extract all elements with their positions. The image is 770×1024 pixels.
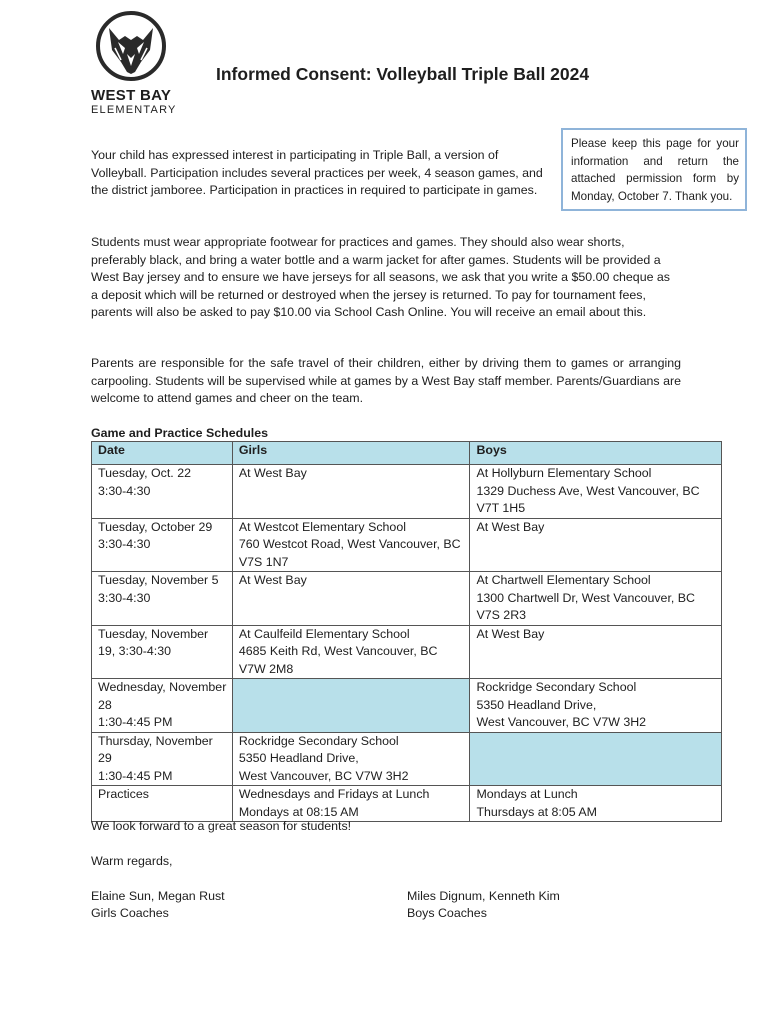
date-cell-line: 1:30-4:45 PM xyxy=(98,768,173,783)
cell-date xyxy=(92,786,233,822)
cell-date xyxy=(92,572,233,626)
closing-line: We look forward to a great season for students! xyxy=(91,819,352,833)
girls-cell-line: Wednesdays and Fridays at Lunch xyxy=(238,787,430,801)
date-cell-line: Wednesday, November 28 xyxy=(98,680,227,712)
equipment-paragraph: Students must wear appropriate footwear for practices and games. They should also wear shorts, preferably black, and bring a water bottle and a warm jacket for after games. Students will be provided a West Bay jersey and to ensure we have jerseys for all seasons, we ask that you write a $50.00 cheque as a deposit which will be returned or destroyed when the jersey is returned. To pay for tournament fees, parents will also be asked to pay $10.00 via School Cash Online. You will receive an email about this. xyxy=(91,235,671,319)
schedule-table xyxy=(91,441,722,822)
header-girls: Girls xyxy=(232,442,470,465)
boys-coaches-names: Miles Dignum, Kenneth Kim xyxy=(407,889,560,903)
cell-date xyxy=(92,465,233,519)
cell-girls xyxy=(232,679,470,733)
girls-cell-line: West Vancouver, BC V7W 3H2 xyxy=(238,768,409,783)
cell-girls xyxy=(232,786,470,822)
schedule-title: Game and Practice Schedules xyxy=(91,426,268,440)
cell-girls xyxy=(232,465,470,519)
cell-date xyxy=(92,679,233,733)
girls-coaches-names: Elaine Sun, Megan Rust xyxy=(91,889,225,903)
cell-boys xyxy=(470,679,722,733)
header-boys: Boys xyxy=(470,442,722,465)
girls-cell-line: At West Bay xyxy=(238,573,307,587)
boys-cell-line: At Chartwell Elementary School xyxy=(476,573,651,587)
cell-girls xyxy=(232,625,470,679)
regards-line: Warm regards, xyxy=(91,854,173,868)
girls-cell-line: 760 Westcot Road, West Vancouver, BC V7S 1N7 xyxy=(238,537,461,569)
cell-boys xyxy=(470,465,722,519)
travel-paragraph: Parents are responsible for the safe travel of their children, either by driving them to games or arranging carpooling. Students will be supervised while at games by a West Bay staff member. Parents/Guardians are welcome to attend games and cheer on the team. xyxy=(91,356,681,405)
table-row xyxy=(92,679,722,733)
boys-cell-line: At West Bay xyxy=(476,519,545,534)
date-cell-line: Tuesday, October 29 xyxy=(98,519,213,534)
date-cell-line: 3:30-4:30 xyxy=(98,483,151,498)
girls-cell-line: 5350 Headland Drive, xyxy=(238,751,359,765)
schedule-header-row xyxy=(92,442,722,465)
cell-boys xyxy=(470,786,722,822)
boys-cell-line: Rockridge Secondary School xyxy=(476,680,637,694)
date-cell-line: 3:30-4:30 xyxy=(98,590,151,605)
table-row xyxy=(92,518,722,572)
table-row xyxy=(92,572,722,626)
girls-cell-line: At Westcot Elementary School xyxy=(238,519,406,534)
cell-date xyxy=(92,518,233,572)
boys-cell-line: 1300 Chartwell Dr, West Vancouver, BC V7S 2R3 xyxy=(476,590,695,622)
girls-cell-line: 4685 Keith Rd, West Vancouver, BC V7W 2M8 xyxy=(238,644,438,676)
boys-cell-line: 5350 Headland Drive, xyxy=(476,697,597,712)
table-row xyxy=(92,786,722,822)
cell-boys xyxy=(470,732,722,786)
boys-cell-line: At West Bay xyxy=(476,626,545,641)
girls-cell-line: Rockridge Secondary School xyxy=(238,733,399,748)
girls-coaches-role: Girls Coaches xyxy=(91,906,169,920)
boys-cell-line: West Vancouver, BC V7W 3H2 xyxy=(476,715,647,729)
boys-cell-line: Thursdays at 8:05 AM xyxy=(476,804,597,819)
date-cell-line: 3:30-4:30 xyxy=(98,537,151,551)
cell-boys xyxy=(470,625,722,679)
table-row xyxy=(92,625,722,679)
girls-cell-line: Mondays at 08:15 AM xyxy=(238,804,359,819)
cell-girls xyxy=(232,732,470,786)
logo-name: WEST BAY xyxy=(91,87,172,104)
date-cell-line: Tuesday, Oct. 22 xyxy=(98,466,191,480)
header-date: Date xyxy=(92,442,233,465)
cell-girls xyxy=(232,518,470,572)
boys-cell-line: 1329 Duchess Ave, West Vancouver, BC V7T 1H5 xyxy=(476,483,700,515)
cell-boys xyxy=(470,518,722,572)
instruction-note: Please keep this page for your information and return the attached permission form by Monday, October 7. Thank you. xyxy=(561,128,747,211)
girls-cell-line: At West Bay xyxy=(238,466,307,480)
date-cell-line: Thursday, November 29 xyxy=(98,733,213,765)
table-row xyxy=(92,465,722,519)
girls-cell-line: At Caulfeild Elementary School xyxy=(238,626,410,641)
intro-paragraph: Your child has expressed interest in participating in Triple Ball, a version of Volleyball. Participation includes several practices per week, 4 season games, and the district jamboree. Participation in practices in required to participate in games. xyxy=(91,148,543,197)
date-cell-line: Tuesday, November 5 xyxy=(98,573,219,587)
cell-date xyxy=(92,625,233,679)
wolf-emblem-icon xyxy=(95,10,167,82)
boys-cell-line: At Hollyburn Elementary School xyxy=(476,466,652,480)
document-title: Informed Consent: Volleyball Triple Ball 2024 xyxy=(216,64,590,84)
cell-date xyxy=(92,732,233,786)
boys-cell-line: Mondays at Lunch xyxy=(476,787,578,801)
cell-girls xyxy=(232,572,470,626)
table-row xyxy=(92,732,722,786)
boys-coaches-role: Boys Coaches xyxy=(407,906,487,920)
date-cell-line: Practices xyxy=(98,787,149,801)
school-logo xyxy=(91,10,181,117)
date-cell-line: Tuesday, November 19, 3:30-4:30 xyxy=(98,626,209,658)
logo-subtitle: ELEMENTARY xyxy=(91,104,177,116)
date-cell-line: 1:30-4:45 PM xyxy=(98,715,173,729)
cell-boys xyxy=(470,572,722,626)
